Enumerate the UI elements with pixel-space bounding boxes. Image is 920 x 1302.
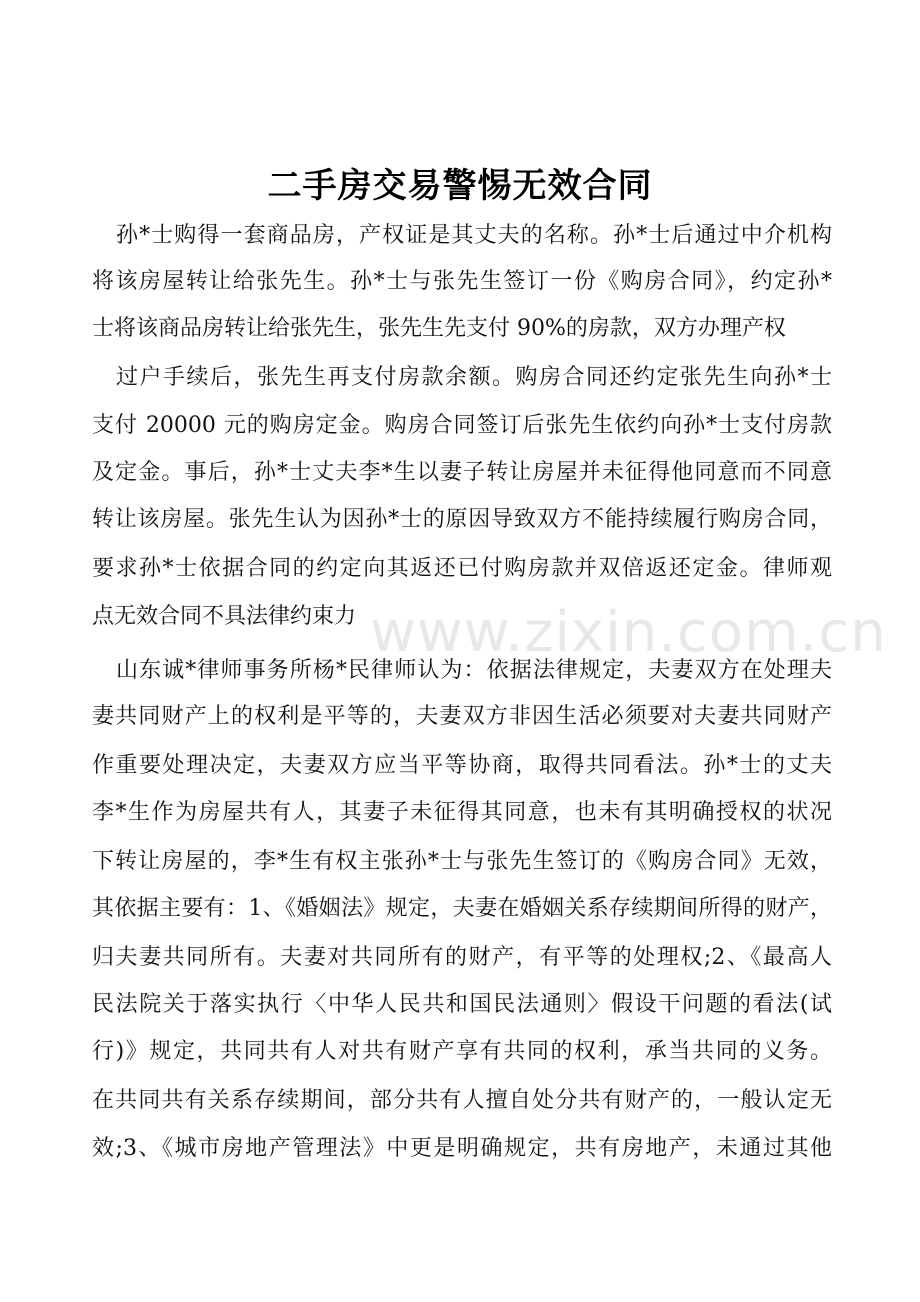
paragraph-line: 要求孙*士依据合同的约定向其返还已付购房款并双倍返还定金。律师观 — [92, 556, 832, 581]
paragraph-line: 效;3、《城市房地产管理法》中更是明确规定，共有房地产，未通过其他 — [92, 1136, 832, 1161]
paragraph-line: 妻共同财产上的权利是平等的，夫妻双方非因生活必须要对夫妻共同财产 — [92, 704, 832, 729]
paragraph-line: 士将该商品房转让给张先生，张先生先支付 90%的房款，双方办理产权 — [92, 316, 786, 341]
paragraph-line: 下转让房屋的，李*生有权主张孙*士与张先生签订的《购房合同》无效， — [92, 849, 832, 874]
paragraph-line: 作重要处理决定，夫妻双方应当平等协商，取得共同看法。孙*士的丈夫 — [92, 753, 832, 778]
paragraph-line: 其依据主要有：1、《婚姻法》规定，夫妻在婚姻关系存续期间所得的财产， — [92, 896, 832, 921]
paragraph-line: 行)》规定，共同共有人对共有财产享有共同的权利，承当共同的义务。 — [92, 1039, 832, 1064]
paragraph-line: 将该房屋转让给张先生。孙*士与张先生签订一份《购房合同》，约定孙* — [92, 269, 832, 294]
paragraph-line: 民法院关于落实执行〈中华人民共和国民法通则〉假设干问题的看法(试 — [92, 992, 832, 1017]
document-title: 二手房交易警惕无效合同 — [267, 166, 653, 206]
paragraph-line: 在共同共有关系存续期间，部分共有人擅自处分共有财产的，一般认定无 — [92, 1088, 832, 1113]
paragraph-line: 李*生作为房屋共有人，其妻子未征得其同意，也未有其明确授权的状况 — [92, 800, 832, 825]
paragraph-line: 支付 20000 元的购房定金。购房合同签订后张先生依约向孙*士支付房款 — [92, 413, 832, 438]
paragraph-line: 过户手续后，张先生再支付房款余额。购房合同还约定张先生向孙*士 — [116, 365, 832, 390]
watermark-text: www.zixin.com.cn — [370, 600, 887, 665]
paragraph-line: 归夫妻共同所有。夫妻对共同所有的财产，有平等的处理权;2、《最高人 — [92, 945, 832, 970]
paragraph-line: 转让该房屋。张先生认为因孙*士的原因导致双方不能持续履行购房合同， — [92, 507, 832, 532]
paragraph-line: 点无效合同不具法律约束力 — [92, 604, 357, 629]
paragraph-line: 孙*士购得一套商品房，产权证是其丈夫的名称。孙*士后通过中介机构 — [116, 223, 832, 248]
paragraph-line: 及定金。事后，孙*士丈夫李*生以妻子转让房屋并未征得他同意而不同意 — [92, 460, 832, 485]
paragraph-line: 山东诚*律师事务所杨*民律师认为：依据法律规定，夫妻双方在处理夫 — [116, 658, 832, 683]
